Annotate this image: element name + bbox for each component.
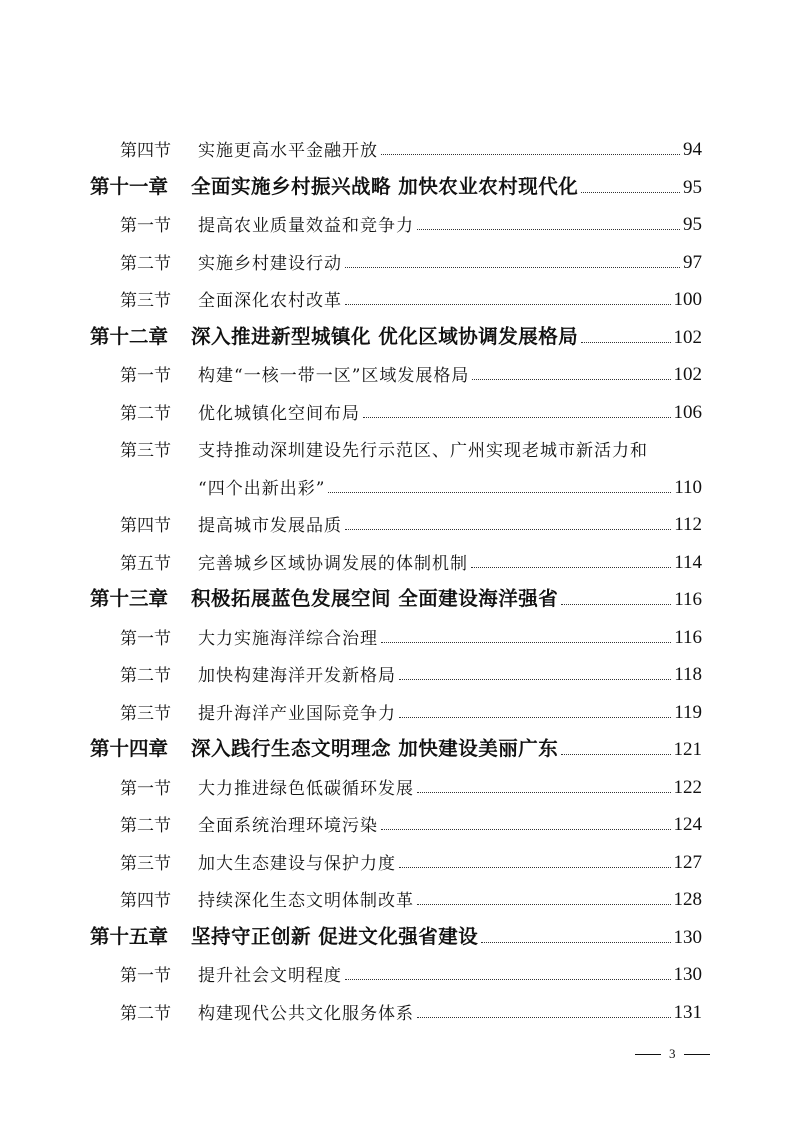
toc-title: 支持推动深圳建设先行示范区、广州实现老城市新活力和 (198, 441, 648, 461)
toc-label: 第三节 (120, 291, 171, 311)
dot-leader (417, 1017, 671, 1018)
toc-title: 构建现代公共文化服务体系 (198, 1003, 414, 1024)
toc-page-number: 114 (674, 551, 702, 573)
toc-section-row (120, 199, 702, 236)
toc-label: 第一节 (120, 628, 171, 649)
toc-section-row (120, 274, 702, 311)
dot-leader (561, 604, 671, 605)
toc-page-number: 116 (674, 589, 702, 610)
toc-label: 第一节 (120, 216, 171, 236)
toc-page-number: 121 (673, 739, 702, 760)
toc-title: 实施更高水平金融开放 (198, 141, 378, 161)
toc-chapter-row (90, 312, 702, 349)
toc-title: 提高农业质量效益和竞争力 (198, 216, 414, 236)
toc-page-number: 118 (674, 664, 702, 685)
toc-section-row (120, 987, 702, 1024)
dot-leader (345, 529, 671, 530)
toc-title: 深入推进新型城镇化 优化区域协调发展格局 (191, 324, 579, 348)
toc-title: 全面系统治理环境污染 (198, 816, 378, 836)
toc-page-number: 130 (673, 964, 702, 985)
toc-page-number: 119 (674, 701, 702, 723)
toc-page-number: 116 (674, 626, 702, 648)
toc-label: 第十五章 (90, 924, 169, 948)
toc-section-row (120, 424, 702, 461)
toc-section-row (198, 462, 702, 499)
toc-page-number: 124 (673, 814, 702, 835)
toc-page-number: 112 (674, 514, 702, 535)
toc-chapter-row (90, 162, 702, 199)
toc-section-row (120, 387, 702, 424)
toc-title: 构建“一核一带一区”区域发展格局 (198, 366, 470, 386)
toc-section-row (120, 537, 702, 574)
toc-title: 积极拓展蓝色发展空间 全面建设海洋强省 (191, 587, 559, 610)
toc-title: 加快构建海洋开发新格局 (198, 666, 396, 686)
dot-leader (581, 192, 680, 193)
page-footer (635, 1046, 710, 1062)
footer-dash-right (684, 1054, 710, 1055)
toc-page-number: 97 (683, 251, 702, 273)
toc-label: 第五节 (120, 553, 171, 574)
dot-leader (381, 154, 680, 155)
dot-leader (399, 679, 671, 680)
toc-chapter-row (90, 912, 702, 949)
toc-page-number: 110 (674, 476, 702, 498)
toc-page-number: 100 (673, 289, 702, 310)
toc-title: 全面深化农村改革 (198, 291, 342, 311)
toc-page-number: 128 (673, 889, 702, 910)
toc-page-number: 106 (673, 401, 702, 423)
toc-title: 提高城市发展品质 (198, 516, 342, 536)
toc-label: 第二节 (120, 666, 171, 686)
toc-section-row (120, 124, 702, 161)
toc-label: 第一节 (120, 778, 171, 799)
toc-page-number: 130 (673, 926, 702, 948)
dot-leader (581, 342, 670, 343)
footer-page-number: 3 (669, 1046, 676, 1061)
dot-leader (399, 717, 671, 718)
dot-leader (417, 229, 680, 230)
toc-label: 第三节 (120, 853, 171, 874)
toc-title: 坚持守正创新 促进文化强省建设 (191, 924, 479, 948)
toc-chapter-row (90, 724, 702, 761)
toc-page-number: 94 (683, 139, 702, 160)
footer-dash-left (635, 1054, 661, 1055)
dot-leader (328, 492, 671, 493)
toc-title: 加大生态建设与保护力度 (198, 853, 396, 874)
toc-label: 第一节 (120, 366, 171, 386)
toc-page-number: 131 (673, 1001, 702, 1023)
dot-leader (381, 642, 671, 643)
toc-title: 提升社会文明程度 (198, 966, 342, 986)
toc-label: 第三节 (120, 703, 171, 724)
dot-leader (471, 567, 671, 568)
dot-leader (481, 942, 670, 943)
dot-leader (561, 754, 670, 755)
toc-page-number: 102 (673, 364, 702, 385)
toc-chapter-row (90, 574, 702, 611)
dot-leader (381, 829, 671, 830)
toc-label: 第四节 (120, 891, 171, 911)
toc-title: “四个出新出彩” (198, 478, 326, 499)
toc-page-number: 95 (683, 176, 702, 198)
dot-leader (417, 792, 671, 793)
toc-title: 提升海洋产业国际竞争力 (198, 703, 396, 724)
toc-section-row (120, 612, 702, 649)
toc-label: 第二节 (120, 816, 171, 836)
toc-title: 完善城乡区域协调发展的体制机制 (198, 553, 468, 574)
toc-section-row (120, 349, 702, 386)
toc-page-number: 95 (683, 214, 702, 235)
toc-title: 优化城镇化空间布局 (198, 403, 360, 424)
toc-section-row (120, 237, 702, 274)
toc-label: 第一节 (120, 966, 171, 986)
toc-page-number: 102 (673, 326, 702, 348)
dot-leader (417, 904, 671, 905)
dot-leader (345, 304, 671, 305)
toc-section-row (120, 837, 702, 874)
dot-leader (363, 417, 671, 418)
toc-page-number: 127 (673, 851, 702, 873)
dot-leader (472, 379, 670, 380)
toc-label: 第三节 (120, 441, 171, 461)
toc-label: 第十三章 (90, 587, 169, 610)
toc-section-row (120, 687, 702, 724)
dot-leader (345, 267, 680, 268)
toc-section-row (120, 949, 702, 986)
toc-label: 第十一章 (90, 174, 169, 198)
toc-label: 第四节 (120, 141, 171, 161)
toc-label: 第二节 (120, 403, 171, 424)
toc-title: 全面实施乡村振兴战略 加快农业农村现代化 (191, 174, 579, 198)
toc-section-row (120, 649, 702, 686)
toc-label: 第十二章 (90, 324, 169, 348)
toc-title: 实施乡村建设行动 (198, 253, 342, 274)
toc-label: 第二节 (120, 253, 171, 274)
toc-title: 深入践行生态文明理念 加快建设美丽广东 (191, 737, 559, 760)
toc-label: 第十四章 (90, 737, 169, 760)
dot-leader (345, 979, 671, 980)
toc-section-row (120, 799, 702, 836)
toc-section-row (120, 874, 702, 911)
toc-section-row (120, 762, 702, 799)
dot-leader (399, 867, 671, 868)
toc-title: 持续深化生态文明体制改革 (198, 891, 414, 911)
toc-page-number: 122 (673, 776, 702, 798)
toc-label: 第四节 (120, 516, 171, 536)
toc-title: 大力实施海洋综合治理 (198, 628, 378, 649)
toc-title: 大力推进绿色低碳循环发展 (198, 778, 414, 799)
toc-section-row (120, 499, 702, 536)
toc-label: 第二节 (120, 1003, 171, 1024)
